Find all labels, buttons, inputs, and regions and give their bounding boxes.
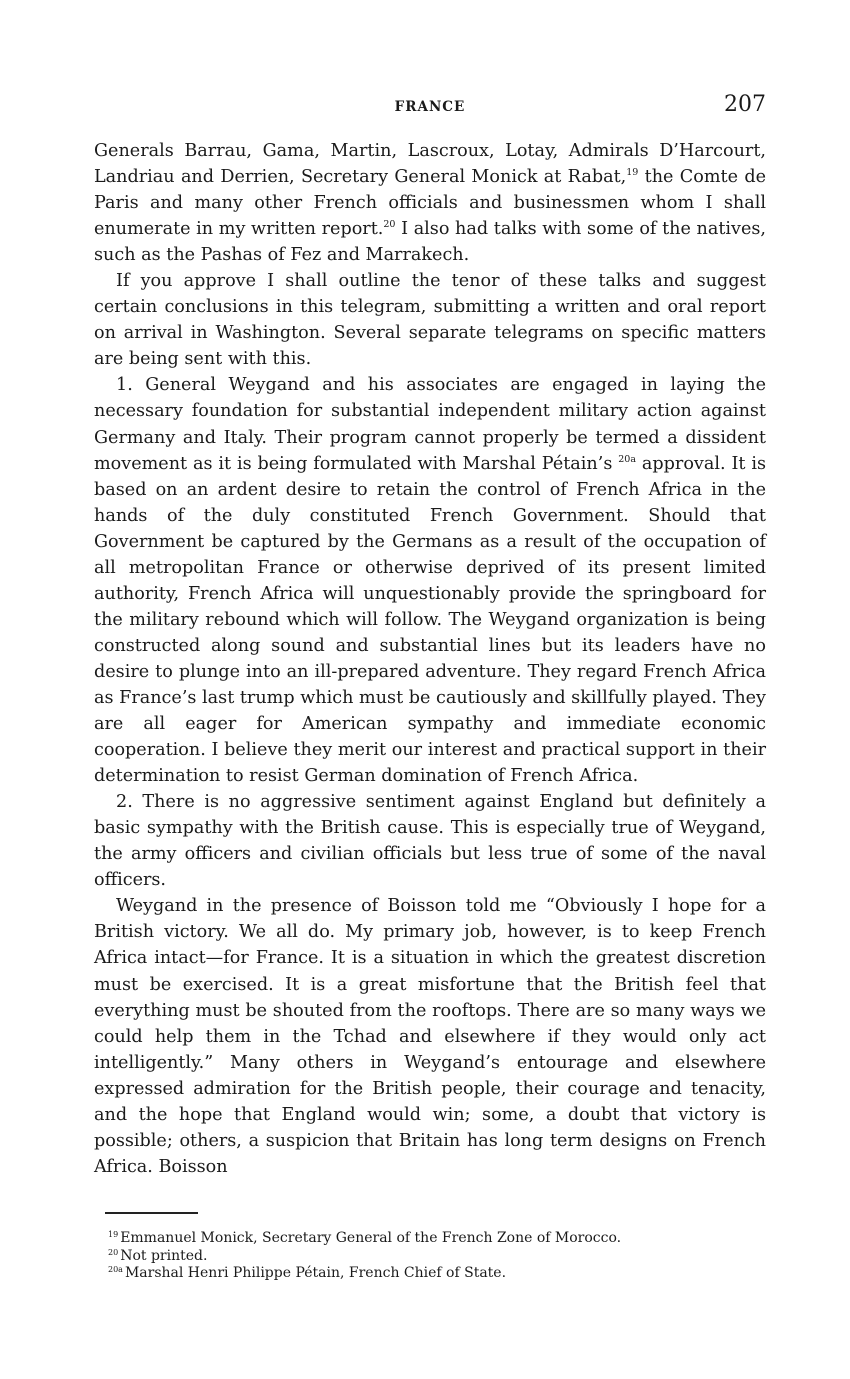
text-run: Generals Barrau, Gama, Martin, Lascroux, Lotay, Admirals D’Harcourt, Landriau and Derrien, Secretary General Monick at Rabat,	[94, 141, 766, 188]
footnote	[108, 1230, 768, 1248]
body-text	[94, 138, 766, 1180]
text-run: the Comte de Paris and many other French officials and businessmen whom I shall enumerate in my written report.	[94, 167, 766, 240]
paragraph-point-2: 2. There is no aggressive sentiment against England but definitely a basic sympathy with the British cause. This is especially true of Weygand, the army officers and civilian officials but less true of some of the naval officers.	[94, 792, 766, 891]
footnote-text: Not printed.	[120, 1247, 208, 1264]
page-number: 207	[724, 92, 766, 117]
paragraph: If you approve I shall outline the tenor of these talks and suggest certain conclusions in this telegram, submitting a written and oral report on arrival in Washington. Several separate telegrams on specific matters are being sent with this.	[94, 271, 766, 370]
paragraph-continued	[94, 138, 766, 268]
footnote-rule	[105, 1212, 198, 1214]
footnote	[108, 1265, 768, 1283]
footnote-text: Marshal Henri Philippe Pétain, French Chief of State.	[124, 1265, 507, 1281]
footnote-ref-19: 19	[626, 167, 639, 179]
footnote-text: Emmanuel Monick, Secretary General of the French Zone of Morocco.	[120, 1230, 622, 1246]
footnote-ref-20: 20	[383, 219, 396, 231]
text-run: approval. It is based on an ardent desire to retain the control of French Africa in the hands of the duly constituted French Government. Should that Government be captured by the Germans as a result of the occupation of all metropolitan France or otherwise deprived of its present limited authority, French Africa will unquestionably provide the springboard for the military rebound which will follow. The Weygand organization is being constructed along sound and substantial lines but its leaders have no desire to plunge into an ill-prepared adventure. They regard French Africa as France’s last trump which must be cautiously and skillfully played. They are all eager for American sympathy and immediate economic cooperation. I believe they merit our interest and practical support in their determination to resist German domination of French Africa.	[94, 453, 767, 787]
running-head: FRANCE	[394, 99, 466, 115]
footnote-ref-20a: 20a	[618, 453, 637, 465]
footnote	[108, 1248, 768, 1266]
footnote-mark: 20	[108, 1247, 119, 1257]
footnotes	[108, 1230, 768, 1283]
footnote-mark: 19	[108, 1230, 119, 1239]
page-header	[94, 92, 766, 126]
paragraph: Weygand in the presence of Boisson told me “Obviously I hope for a British victory. We all do. My primary job, however, is to keep French Africa intact—for France. It is a situation in which the greatest discretion must be exercised. It is a great misfortune that the British feel that everything must be shouted from the rooftops. There are so many ways we could help them in the Tchad and elsewhere if they would only act intelligently.” Many others in Weygand’s entourage and elsewhere expressed admiration for the British people, their courage and tenacity, and the hope that England would win; some, a doubt that victory is possible; others, a suspicion that Britain has long term designs on French Africa. Boisson	[94, 896, 766, 1177]
text-run: 1. General Weygand and his associates are engaged in laying the necessary foundation for substantial independent military action against Germany and Italy. Their program cannot properly be termed a dissident movement as it is being formulated with Marshal Pétain’s	[94, 375, 766, 474]
paragraph-point-1	[94, 372, 766, 789]
text-run: I also had talks with some of the natives, such as the Pashas of Fez and Marrakech.	[94, 219, 766, 266]
footnote-mark: 20a	[108, 1265, 123, 1274]
